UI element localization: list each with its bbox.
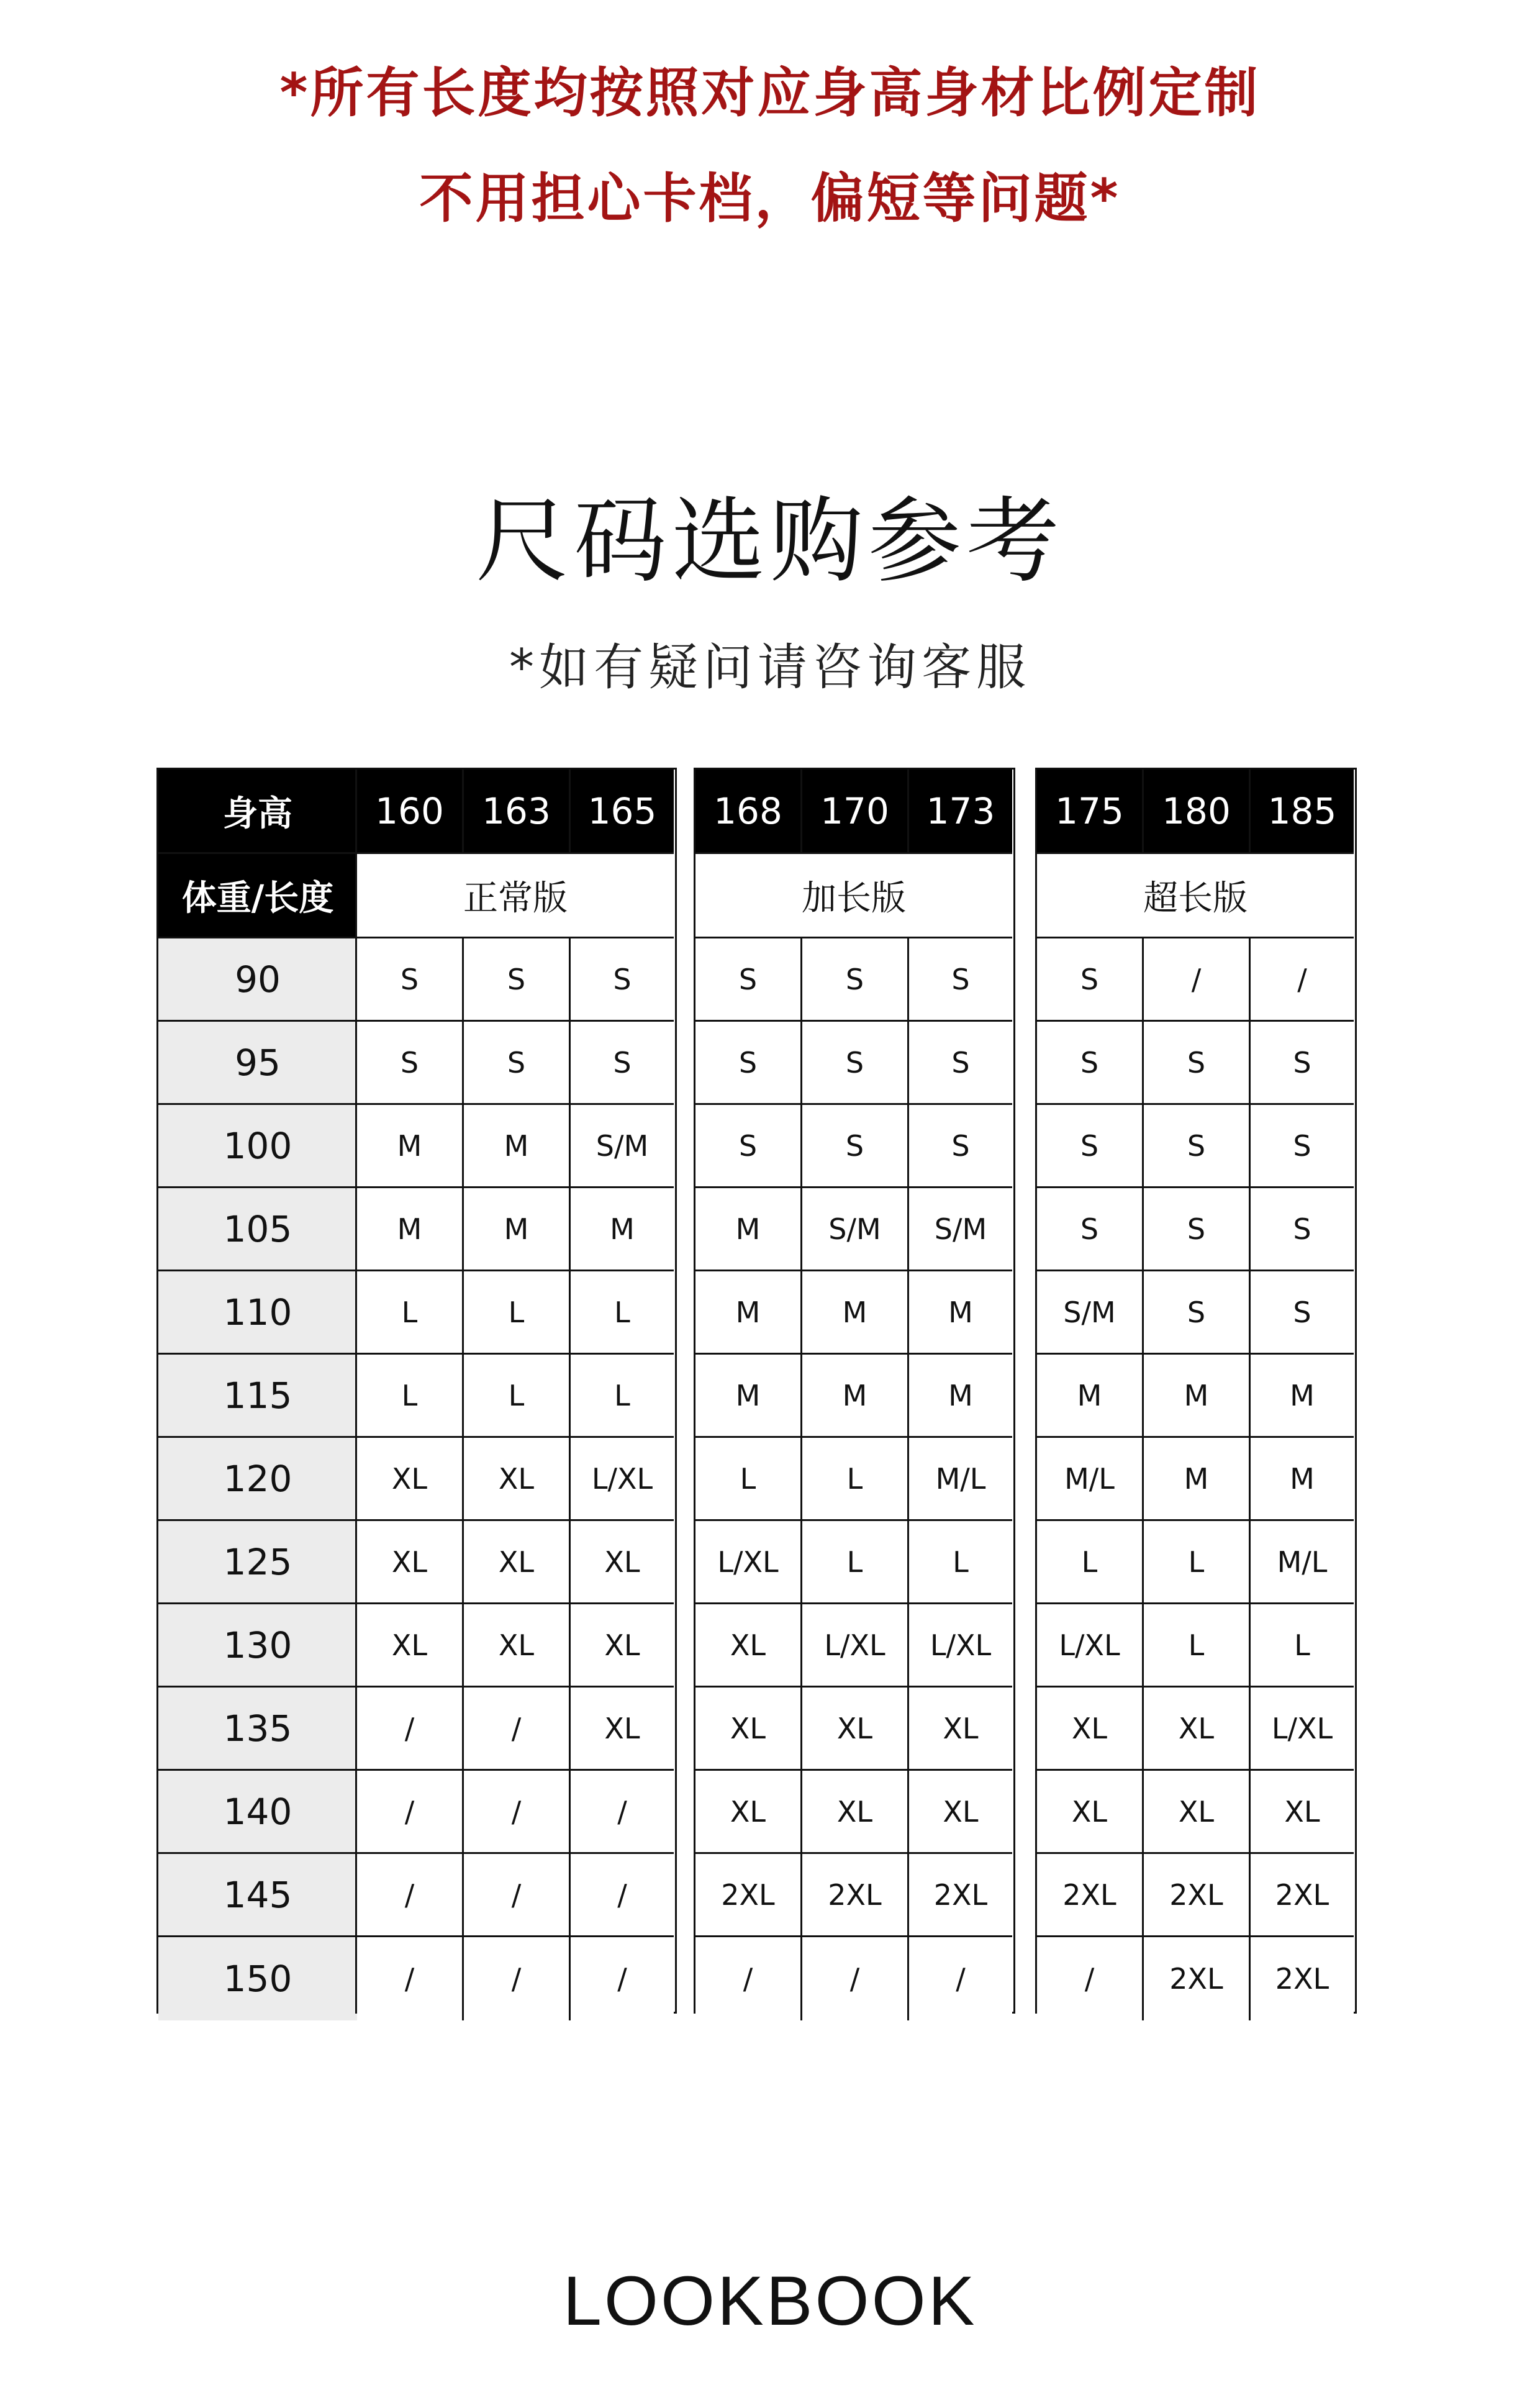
size-cell: L <box>464 1271 571 1355</box>
size-cell: XL <box>571 1604 674 1688</box>
height-header-cell: 173 <box>909 770 1012 854</box>
size-cell: XL <box>1144 1771 1251 1854</box>
size-cell: S <box>695 938 802 1022</box>
size-cell: L/XL <box>802 1604 909 1688</box>
height-header-cell: 168 <box>695 770 802 854</box>
height-header-cell: 163 <box>464 770 571 854</box>
notice-line-2: 不用担心卡档，偏短等问题* <box>419 168 1121 230</box>
size-cell: XL <box>909 1771 1012 1854</box>
height-header-cell: 175 <box>1037 770 1144 854</box>
size-cell: XL <box>464 1521 571 1604</box>
size-cell: M <box>802 1271 909 1355</box>
size-cell: XL <box>464 1438 571 1521</box>
size-cell: XL <box>464 1604 571 1688</box>
size-cell: M <box>1251 1438 1354 1521</box>
size-cell: 2XL <box>909 1854 1012 1937</box>
size-cell: L <box>1144 1521 1251 1604</box>
size-cell: S <box>1251 1022 1354 1105</box>
size-cell: L/XL <box>1037 1604 1144 1688</box>
size-cell: S <box>571 1022 674 1105</box>
weight-cell: 120 <box>158 1438 357 1521</box>
size-cell: L <box>909 1521 1012 1604</box>
size-cell: / <box>1037 1937 1144 2020</box>
version-label: 正常版 <box>357 854 674 938</box>
size-cell: M <box>695 1355 802 1438</box>
size-cell: XL <box>571 1688 674 1771</box>
size-cell: L <box>802 1438 909 1521</box>
height-header-cell: 170 <box>802 770 909 854</box>
size-cell: M <box>695 1271 802 1355</box>
size-cell: L <box>571 1355 674 1438</box>
version-label: 加长版 <box>695 854 1012 938</box>
weight-length-header: 体重/长度 <box>158 854 357 938</box>
weight-column-group <box>156 768 359 2014</box>
weight-cell: 145 <box>158 1854 357 1937</box>
notice-line-1: *所有长度均按照对应身高身材比例定制 <box>279 62 1261 124</box>
size-cell: S <box>802 938 909 1022</box>
size-cell: M <box>1144 1355 1251 1438</box>
size-cell: S <box>1037 1022 1144 1105</box>
size-cell: 2XL <box>1251 1937 1354 2020</box>
weight-cell: 100 <box>158 1105 357 1188</box>
size-cell: / <box>464 1854 571 1937</box>
size-cell: S/M <box>909 1188 1012 1271</box>
size-cell: XL <box>357 1604 464 1688</box>
size-cell: XL <box>357 1438 464 1521</box>
weight-cell: 150 <box>158 1937 357 2020</box>
height-header-cell: 180 <box>1144 770 1251 854</box>
size-cell: S <box>1037 1188 1144 1271</box>
height-header-cell: 160 <box>357 770 464 854</box>
size-cell: / <box>909 1937 1012 2020</box>
size-cell: M <box>802 1355 909 1438</box>
size-cell: / <box>571 1937 674 2020</box>
size-cell: XL <box>1144 1688 1251 1771</box>
size-cell: M <box>357 1188 464 1271</box>
weight-cell: 135 <box>158 1688 357 1771</box>
size-cell: / <box>464 1937 571 2020</box>
size-cell: XL <box>802 1771 909 1854</box>
weight-cell: 140 <box>158 1771 357 1854</box>
size-cell: 2XL <box>1144 1937 1251 2020</box>
size-cell: S <box>909 1105 1012 1188</box>
weight-cell: 95 <box>158 1022 357 1105</box>
size-cell: S <box>695 1022 802 1105</box>
size-cell: / <box>357 1688 464 1771</box>
size-cell: XL <box>1251 1771 1354 1854</box>
size-cell: S <box>909 938 1012 1022</box>
size-cell: XL <box>909 1688 1012 1771</box>
weight-cell: 125 <box>158 1521 357 1604</box>
size-cell: / <box>464 1771 571 1854</box>
page-subtitle: *如有疑问请咨询客服 <box>509 638 1031 696</box>
height-header: 身高 <box>158 770 357 854</box>
size-cell: S <box>1144 1022 1251 1105</box>
size-cell: / <box>695 1937 802 2020</box>
size-cell: M <box>1037 1355 1144 1438</box>
size-cell: M/L <box>1251 1521 1354 1604</box>
size-cell: M <box>695 1188 802 1271</box>
size-cell: S <box>802 1022 909 1105</box>
height-header-cell: 185 <box>1251 770 1354 854</box>
size-cell: XL <box>802 1688 909 1771</box>
size-cell: M <box>464 1105 571 1188</box>
size-cell: S <box>1037 1105 1144 1188</box>
size-cell: S <box>571 938 674 1022</box>
size-cell: XL <box>695 1688 802 1771</box>
size-cell: M/L <box>909 1438 1012 1521</box>
size-cell: L/XL <box>1251 1688 1354 1771</box>
weight-cell: 115 <box>158 1355 357 1438</box>
group-extra-long <box>1035 768 1357 2014</box>
size-cell: M <box>1251 1355 1354 1438</box>
size-cell: M <box>909 1271 1012 1355</box>
size-cell: / <box>357 1771 464 1854</box>
weight-cell: 105 <box>158 1188 357 1271</box>
size-cell: L <box>695 1438 802 1521</box>
size-cell: L <box>1037 1521 1144 1604</box>
size-cell: / <box>1144 938 1251 1022</box>
size-cell: XL <box>1037 1688 1144 1771</box>
size-cell: S <box>1251 1105 1354 1188</box>
size-cell: M <box>571 1188 674 1271</box>
size-cell: S <box>357 938 464 1022</box>
size-cell: 2XL <box>1251 1854 1354 1937</box>
size-cell: M <box>909 1355 1012 1438</box>
size-cell: 2XL <box>695 1854 802 1937</box>
size-cell: XL <box>695 1604 802 1688</box>
size-cell: L/XL <box>571 1438 674 1521</box>
size-cell: M <box>464 1188 571 1271</box>
size-cell: S/M <box>571 1105 674 1188</box>
size-cell: L <box>802 1521 909 1604</box>
size-cell: L <box>357 1271 464 1355</box>
size-cell: / <box>1251 938 1354 1022</box>
size-cell: 2XL <box>1037 1854 1144 1937</box>
size-cell: 2XL <box>1144 1854 1251 1937</box>
weight-cell: 130 <box>158 1604 357 1688</box>
group-regular <box>355 768 677 2014</box>
size-cell: / <box>571 1771 674 1854</box>
size-cell: S <box>695 1105 802 1188</box>
size-cell: M/L <box>1037 1438 1144 1521</box>
size-cell: S <box>1144 1105 1251 1188</box>
size-cell: S <box>1144 1188 1251 1271</box>
lookbook-heading: LOOKBOOK <box>563 2262 977 2340</box>
weight-cell: 110 <box>158 1271 357 1355</box>
size-cell: S <box>909 1022 1012 1105</box>
size-cell: S <box>1144 1271 1251 1355</box>
size-cell: / <box>802 1937 909 2020</box>
size-cell: XL <box>695 1771 802 1854</box>
size-cell: M <box>357 1105 464 1188</box>
size-chart-table <box>156 768 1355 2014</box>
size-cell: 2XL <box>802 1854 909 1937</box>
height-header-cell: 165 <box>571 770 674 854</box>
size-cell: L/XL <box>695 1521 802 1604</box>
size-cell: S <box>1037 938 1144 1022</box>
size-cell: S <box>1251 1188 1354 1271</box>
size-cell: L <box>357 1355 464 1438</box>
page-title: 尺码选购参考 <box>475 488 1064 596</box>
size-cell: XL <box>357 1521 464 1604</box>
size-cell: XL <box>1037 1771 1144 1854</box>
size-cell: S <box>464 938 571 1022</box>
size-cell: S/M <box>802 1188 909 1271</box>
size-cell: / <box>571 1854 674 1937</box>
group-long <box>694 768 1015 2014</box>
size-cell: S <box>464 1022 571 1105</box>
size-cell: S <box>357 1022 464 1105</box>
size-cell: XL <box>571 1521 674 1604</box>
size-cell: L <box>571 1271 674 1355</box>
size-cell: S <box>802 1105 909 1188</box>
size-cell: L <box>464 1355 571 1438</box>
size-cell: M <box>1144 1438 1251 1521</box>
size-cell: L/XL <box>909 1604 1012 1688</box>
weight-cell: 90 <box>158 938 357 1022</box>
size-cell: L <box>1144 1604 1251 1688</box>
version-label: 超长版 <box>1037 854 1354 938</box>
size-cell: S <box>1251 1271 1354 1355</box>
size-cell: / <box>357 1854 464 1937</box>
size-cell: L <box>1251 1604 1354 1688</box>
size-cell: / <box>464 1688 571 1771</box>
size-cell: S/M <box>1037 1271 1144 1355</box>
size-cell: / <box>357 1937 464 2020</box>
